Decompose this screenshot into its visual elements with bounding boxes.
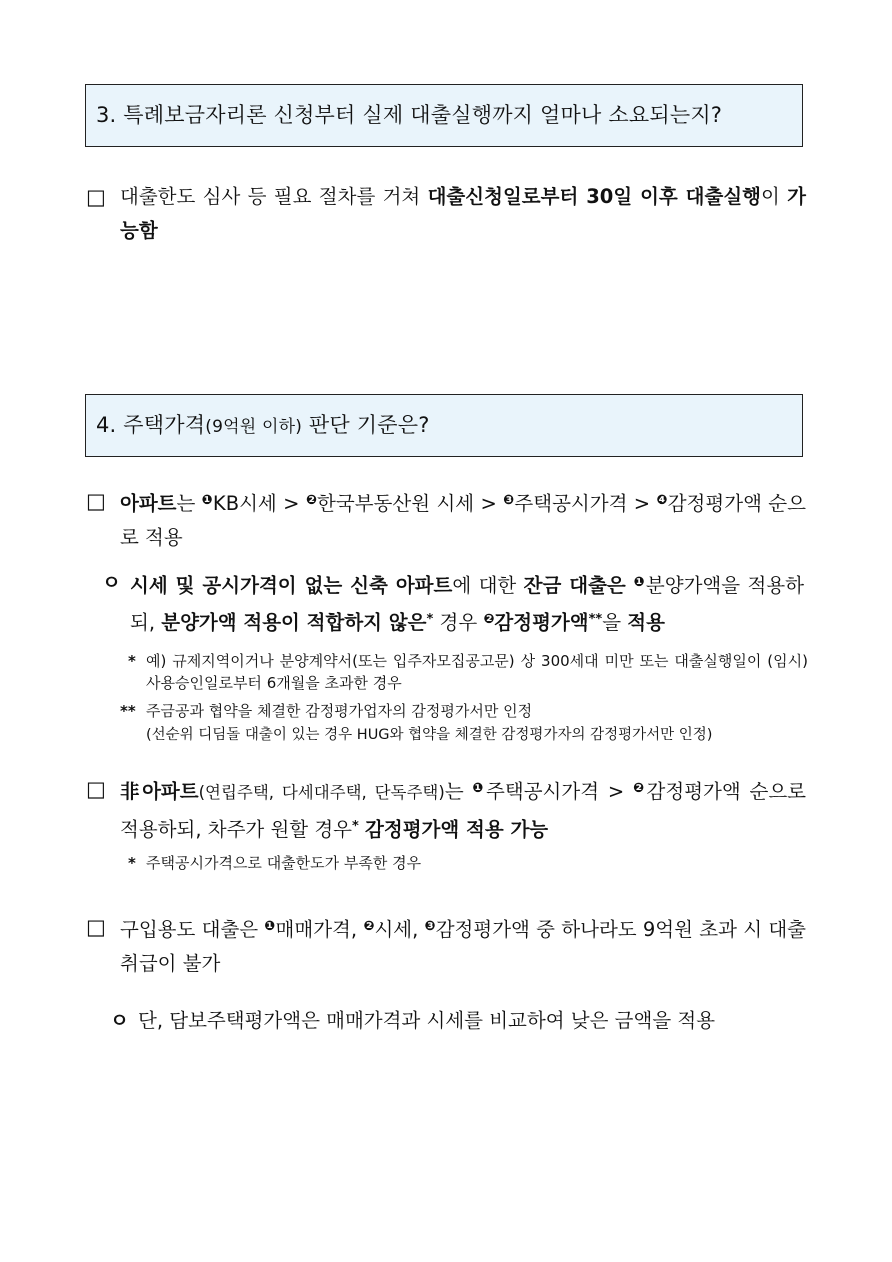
footnote-2: ** 주금공과 협약을 체결한 감정평가업자의 감정평가서만 인정 [120,702,533,720]
new-apartment-sub-bullet: ㅇ 시세 및 공시가격이 없는 신축 아파트에 대한 잔금 대출은 $^❶$분양가액을 적용하되, 분양가액 적용이 적합하지 않은* 경우 $^❷$감정평가액**을 적용 [102,566,804,640]
question-4-title-box [85,394,803,457]
question-3-title-box [85,84,803,147]
footnote-1: * 예) 규제지역이거나 분양계약서(또는 입주자모집공고문) 상 300세대 미만 또는 대출실행일이 (임시)사용승인일로부터 6개월을 초과한 경우 [128,652,808,692]
footnote-2-detail: (선순위 디딤돌 대출이 있는 경우 HUG와 협약을 체결한 감정평가자의 감정평가서만 인정) [146,727,713,743]
non-apartment-bullet: □ 非아파트(연립주택, 다세대주택, 단독주택)는 $^❶$주택공시가격 > $^❷$감정평가액 순으로 적용하되, 차주가 원할 경우* 감정평가액 적용 가능 [86,772,806,847]
square-bullet-icon: □ [86,777,106,801]
question-4-title: 4. 주택가격(9억원 이하) 판단 기준은? [96,412,430,437]
purchase-loan-bullet: □ 구입용도 대출은 $^❶$매매가격, $^❷$시세, $^❸$감정평가액 중 하나라도 9억원 초과 시 대출 취급이 불가 [86,910,806,981]
circle-bullet-icon: ㅇ [102,571,121,594]
collateral-value-sub-bullet: ㅇ 단, 담보주택평가액은 매매가격과 시세를 비교하여 낮은 금액을 적용 [110,1004,804,1038]
square-bullet-icon: □ [86,185,106,209]
square-bullet-icon: □ [86,489,106,513]
question-3-title: 3. 특례보금자리론 신청부터 실제 대출실행까지 얼마나 소요되는지? [96,102,723,127]
section3-bullet: □ 대출한도 심사 등 필요 절차를 거쳐 대출신청일로부터 30일 이후 대출실행이 가능함 [86,180,806,248]
square-bullet-icon: □ [86,915,106,939]
circle-bullet-icon: ㅇ [110,1009,129,1032]
footnote-3: * 주택공시가격으로 대출한도가 부족한 경우 [128,854,422,872]
apartment-bullet: □ 아파트는 $^❶$KB시세 > $^❷$한국부동산원 시세 > $^❸$주택공시가격 > $^❹$감정평가액 순으로 적용 [86,484,806,555]
